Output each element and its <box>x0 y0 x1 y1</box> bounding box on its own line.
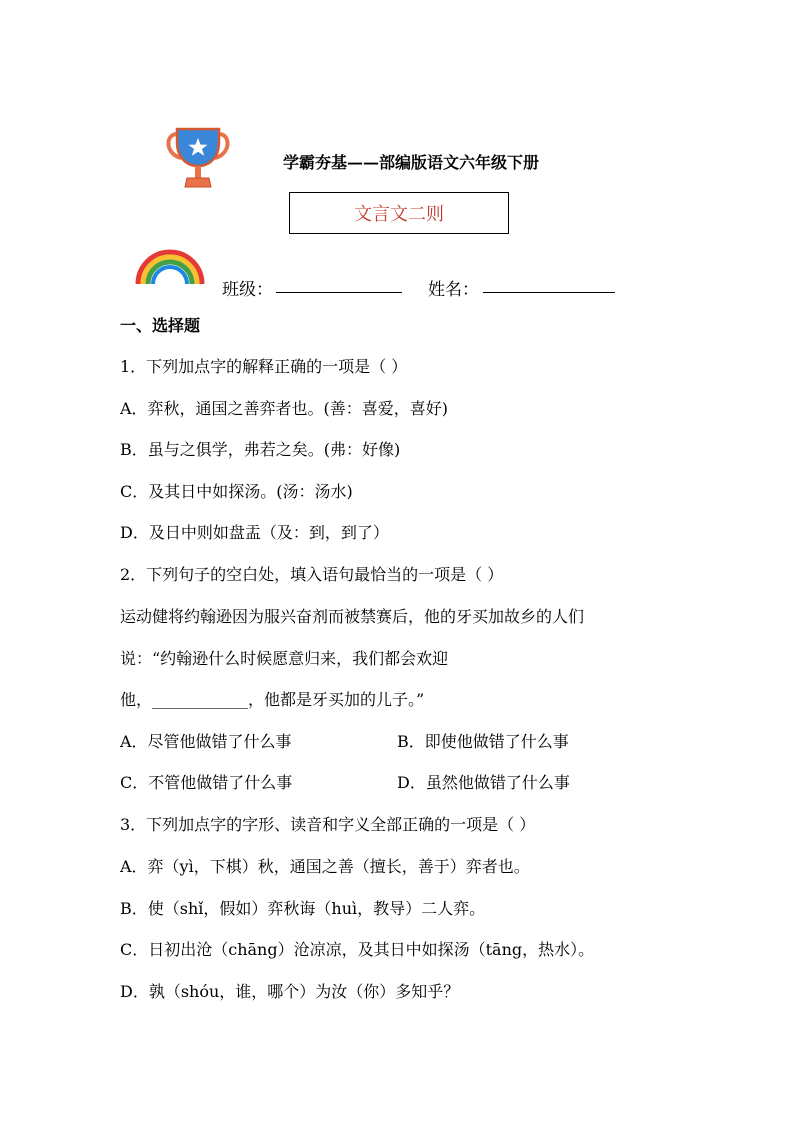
class-label: 班级： <box>222 280 273 300</box>
lesson-title: 文言文二则 <box>354 204 444 225</box>
lesson-title-box <box>289 192 509 234</box>
question-2-option-a: A．尽管他做错了什么事 <box>120 732 292 751</box>
question-1-option-d: D．及日中则如盘盂（及：到，到了） <box>120 523 389 542</box>
page-header-title: 学霸夯基——部编版语文六年级下册 <box>283 153 540 172</box>
question-2-passage-line: 运动健将约翰逊因为服兴奋剂而被禁赛后，他的牙买加故乡的人们 <box>120 607 585 626</box>
question-3-option-c: C．日初出沧（chāng）沧凉凉，及其日中如探汤（tāng，热水）。 <box>120 940 595 959</box>
question-2-option-b: B．即使他做错了什么事 <box>397 732 569 751</box>
question-1-stem: 1．下列加点字的解释正确的一项是（ ） <box>120 357 408 376</box>
question-2-stem: 2．下列句子的空白处，填入语句最恰当的一项是（ ） <box>120 565 504 584</box>
question-1-option-a: A．弈秋，通国之善弈者也。(善：喜爱，喜好) <box>120 399 449 418</box>
question-3-option-b: B．使（shǐ，假如）弈秋诲（huì，教导）二人弈。 <box>120 899 486 918</box>
question-1-option-c: C．及其日中如探汤。(汤：汤水) <box>120 482 353 501</box>
question-2-passage-line: 他，____________，他都是牙买加的儿子。” <box>120 690 425 709</box>
question-3-option-d: D．孰（shóu，谁，哪个）为汝（你）多知乎？ <box>120 982 460 1001</box>
question-2-option-c: C．不管他做错了什么事 <box>120 773 293 792</box>
trophy-icon <box>163 126 233 190</box>
question-2-passage-line: 说：“约翰逊什么时候愿意归来，我们都会欢迎 <box>120 649 449 668</box>
class-field[interactable] <box>276 292 402 293</box>
question-3-option-a: A．弈（yì，下棋）秋，通国之善（擅长，善于）弈者也。 <box>120 857 530 876</box>
question-3-stem: 3．下列加点字的字形、读音和字义全部正确的一项是（ ） <box>120 815 536 834</box>
question-1-option-b: B．虽与之俱学，弗若之矣。(弗：好像) <box>120 440 401 459</box>
name-field[interactable] <box>483 292 615 293</box>
question-2-option-d: D．虽然他做错了什么事 <box>397 773 570 792</box>
name-label: 姓名： <box>428 280 479 300</box>
rainbow-icon <box>134 246 206 286</box>
section-heading: 一、选择题 <box>120 316 201 335</box>
